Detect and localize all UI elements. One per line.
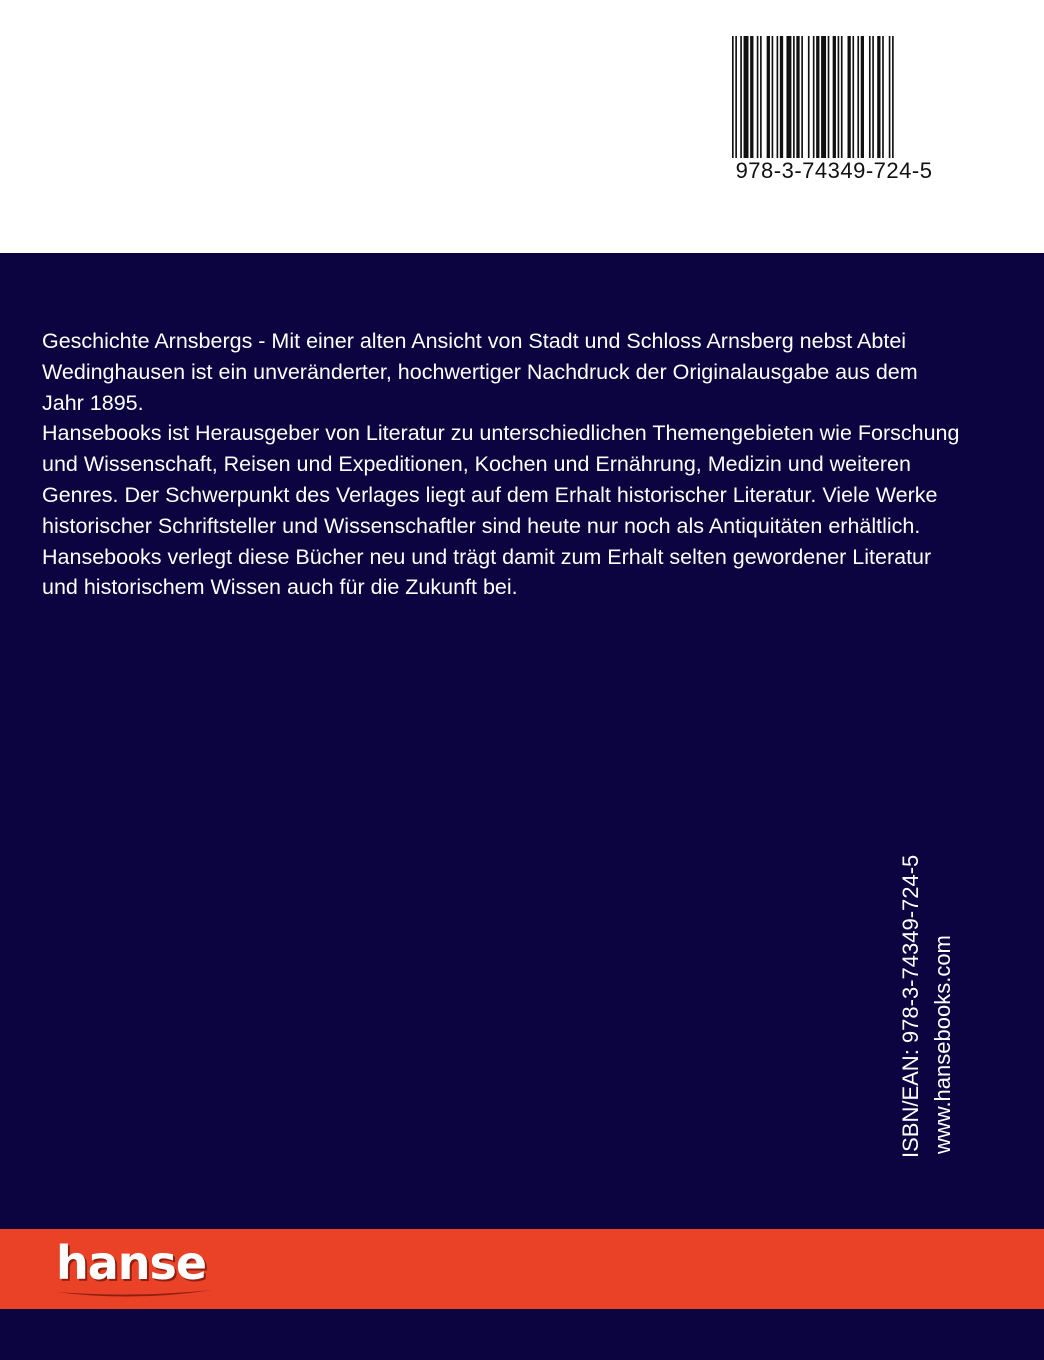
website-link[interactable]: www.hansebooks.com	[930, 935, 955, 1154]
barcode	[728, 36, 940, 186]
bottom-margin	[0, 1309, 1044, 1360]
logo-swoosh-icon	[54, 1286, 214, 1300]
description-paragraph: Geschichte Arnsbergs - Mit einer alten Ansicht von Stadt und Schloss Arnsberg nebst Abtei Wedinghausen ist ein unveränderter, hochwertiger Nachdruck der Originalausgabe aus dem Jahr 1895.	[42, 329, 918, 415]
barcode-bars-image	[732, 36, 936, 158]
book-description	[42, 326, 962, 603]
barcode-number: 978-3-74349-724-5	[735, 158, 933, 183]
isbn-label: ISBN/EAN: 978-3-74349-724-5	[898, 854, 923, 1158]
publisher-paragraph: Hansebooks ist Herausgeber von Literatur zu unterschiedlichen Themengebieten wie Forschung und Wissenschaft, Reisen und Expeditionen, Kochen und Ernährung, Medizin und weiteren Genres. Der Schwerpunkt des Verlages liegt auf dem Erhalt historischer Literatur. Viele Werke historischer Schriftsteller und Wissenschaftler sind heute nur noch als Antiquitäten erhältlich. Hansebooks verlegt diese Bücher neu und trägt damit zum Erhalt selten gewordener Literatur und historischem Wissen auch für die Zukunft bei.	[42, 421, 960, 600]
hanse-logo: hanse	[56, 1236, 207, 1290]
